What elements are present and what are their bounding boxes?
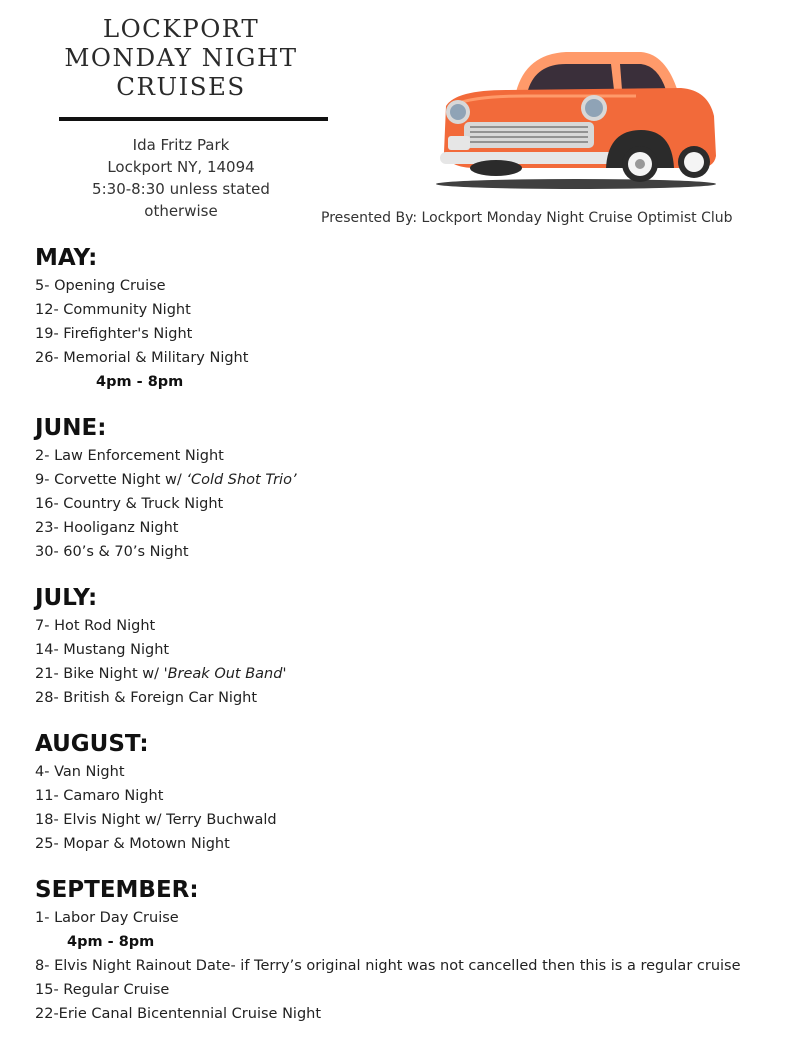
list-item: 25- Mopar & Motown Night	[35, 836, 230, 852]
month-heading: AUGUST:	[35, 731, 149, 757]
title-divider	[59, 117, 328, 121]
classic-car-icon	[436, 44, 721, 194]
month-september	[35, 876, 775, 1026]
event-text: 9- Corvette Night w/	[35, 472, 187, 488]
list-item: 16- Country & Truck Night	[35, 496, 224, 512]
list-item: 30- 60’s & 70’s Night	[35, 544, 189, 560]
list-item: 2- Law Enforcement Night	[35, 448, 224, 464]
list-item: 15- Regular Cruise	[35, 982, 170, 998]
list-item: 11- Camaro Night	[35, 788, 164, 804]
venue-hours: 5:30-8:30 unless stated	[92, 180, 270, 198]
list-item: 22-Erie Canal Bicentennial Cruise Night	[35, 1006, 322, 1022]
list-item: 18- Elvis Night w/ Terry Buchwald	[35, 812, 277, 828]
list-item: 1- Labor Day Cruise	[35, 910, 179, 926]
list-item: 4- Van Night	[35, 764, 125, 780]
title-line-3: CRUISES	[116, 72, 246, 101]
list-item: 8- Elvis Night Rainout Date- if Terry’s original night was not cancelled then this is a regular cruise	[35, 958, 741, 974]
presented-by: Presented By: Lockport Monday Night Cruise Optimist Club	[321, 210, 733, 226]
time-note: 4pm - 8pm	[67, 934, 155, 950]
list-item	[35, 662, 775, 686]
month-heading: MAY:	[35, 245, 98, 271]
venue-info	[60, 134, 302, 222]
list-item: 7- Hot Rod Night	[35, 618, 156, 634]
venue-address: Lockport NY, 14094	[107, 158, 255, 176]
list-item: 5- Opening Cruise	[35, 278, 166, 294]
band-name: 'Break Out Band'	[163, 666, 287, 682]
month-may	[35, 244, 775, 394]
cruise-schedule	[35, 244, 775, 1046]
title-line-1: LOCKPORT	[102, 14, 260, 43]
event-text: 21- Bike Night w/	[35, 666, 164, 682]
band-name: ‘Cold Shot Trio’	[186, 472, 297, 488]
list-item: 12- Community Night	[35, 302, 191, 318]
list-item: 14- Mustang Night	[35, 642, 170, 658]
venue-hours-note: otherwise	[144, 202, 218, 220]
list-item	[35, 468, 775, 492]
page-title	[50, 14, 312, 101]
list-item: 23- Hooliganz Night	[35, 520, 179, 536]
venue-name: Ida Fritz Park	[132, 136, 230, 154]
month-august	[35, 730, 775, 856]
month-july	[35, 584, 775, 710]
month-heading: JUNE:	[35, 415, 107, 441]
title-line-2: MONDAY NIGHT	[64, 43, 298, 72]
time-note: 4pm - 8pm	[96, 374, 184, 390]
month-june	[35, 414, 775, 564]
list-item: 26- Memorial & Military Night	[35, 350, 249, 366]
month-heading: SEPTEMBER:	[35, 877, 199, 903]
month-heading: JULY:	[35, 585, 98, 611]
list-item: 19- Firefighter's Night	[35, 326, 193, 342]
list-item: 28- British & Foreign Car Night	[35, 690, 258, 706]
